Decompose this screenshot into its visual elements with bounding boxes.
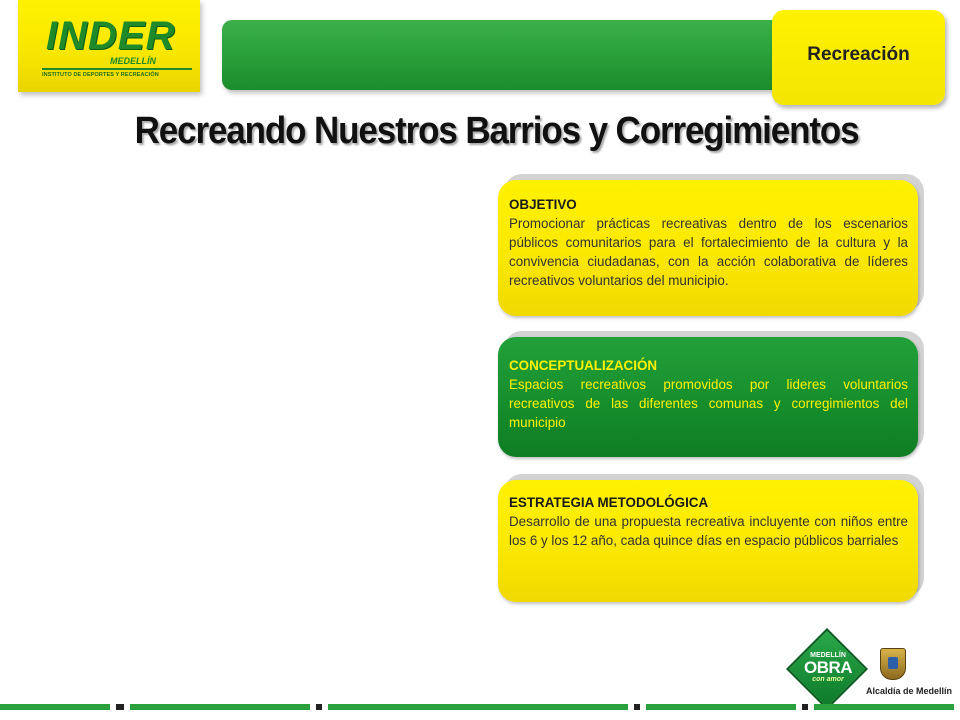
logo-wordmark: INDER (46, 14, 176, 58)
card-text: Espacios recreativos promovidos por lideres voluntarios recreativos de las diferentes comunas y corregimientos del municipio (509, 377, 908, 430)
header-green-bar (222, 20, 822, 90)
card-body (498, 480, 918, 602)
card-heading: CONCEPTUALIZACIÓN (509, 358, 658, 373)
card-estrategia (498, 480, 918, 602)
logo-tagline: INSTITUTO DE DEPORTES Y RECREACIÓN (42, 72, 159, 78)
card-heading: ESTRATEGIA METODOLÓGICA (509, 495, 709, 510)
bottom-stripe (0, 704, 960, 710)
alcaldia-label: Alcaldía de Medellín (866, 686, 953, 696)
card-conceptualizacion (498, 337, 918, 457)
inder-logo (18, 0, 200, 92)
card-objetivo (498, 180, 918, 316)
card-heading: OBJETIVO (509, 197, 577, 212)
section-tab-label: Recreación (807, 44, 910, 65)
card-body (498, 180, 918, 316)
coat-of-arms-icon (880, 648, 906, 680)
logo-divider (42, 68, 192, 70)
slide-title: Recreando Nuestros Barrios y Corregimientos (134, 110, 859, 152)
card-text: Promocionar prácticas recreativas dentro de los escenarios públicos comunitarios para el fortalecimiento de la cultura y la convivencia ciudadanas, con la acción colaborativa de líderes recreativos voluntarios del municipio. (509, 216, 908, 288)
section-tab-recreacion (772, 10, 945, 105)
logo-city: MEDELLÍN (110, 56, 156, 66)
badge-sub-text: con amor (812, 676, 844, 683)
medellin-obra-badge-text (792, 652, 864, 683)
badge-main-text: OBRA (803, 658, 853, 677)
card-body (498, 337, 918, 457)
card-text: Desarrollo de una propuesta recreativa incluyente con niños entre los 6 y los 12 año, cada quince días en espacio públicos barriales (509, 514, 908, 548)
badge-top-text: MEDELLÍN (810, 652, 846, 659)
